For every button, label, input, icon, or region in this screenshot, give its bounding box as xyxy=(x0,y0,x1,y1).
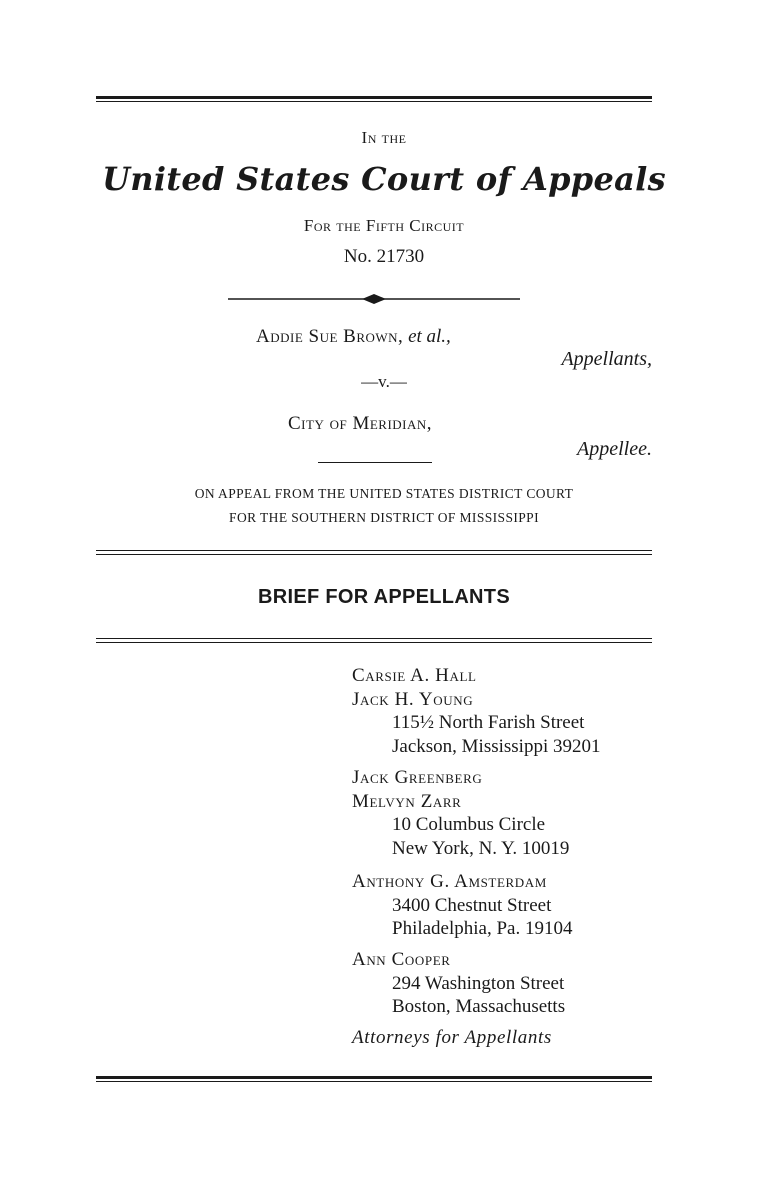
attorney-address-line: 294 Washington Street xyxy=(392,972,565,994)
rule-above-title xyxy=(96,550,652,555)
attorney-name: Carsie A. Hall xyxy=(352,665,477,686)
attorney-block-4 xyxy=(352,948,565,1019)
appellant-role: Appellants, xyxy=(561,348,652,370)
appeal-line-1: ON APPEAL FROM THE UNITED STATES DISTRICT COURT xyxy=(194,486,574,501)
attorney-block-1 xyxy=(352,664,601,758)
short-divider xyxy=(318,462,432,463)
versus-label: —v.— xyxy=(361,372,407,391)
attorney-address-line: 3400 Chestnut Street xyxy=(392,894,552,916)
attorney-name: Jack H. Young xyxy=(352,688,474,710)
attorney-block-2 xyxy=(352,766,569,860)
attorney-address-line: New York, N. Y. 10019 xyxy=(392,837,570,859)
appellant-etal: et al., xyxy=(408,326,451,347)
attorneys-for-label: Attorneys for Appellants xyxy=(352,1027,552,1048)
attorney-address-line: Boston, Massachusetts xyxy=(392,996,566,1017)
appeal-line-2: FOR THE SOUTHERN DISTRICT OF MISSISSIPPI xyxy=(229,510,539,525)
attorney-name: Ann Cooper xyxy=(352,949,451,970)
attorney-name: Anthony G. Amsterdam xyxy=(352,871,547,892)
in-the-label: In the xyxy=(361,128,407,147)
attorney-block-3 xyxy=(352,870,572,941)
attorney-name: Jack Greenberg xyxy=(352,767,483,788)
appellee-role: Appellee. xyxy=(577,438,652,460)
rule-below-title xyxy=(96,638,652,643)
attorney-address-line: Philadelphia, Pa. 19104 xyxy=(392,918,573,939)
brief-title: BRIEF FOR APPELLANTS xyxy=(258,586,510,608)
attorney-address-line: Jackson, Mississippi 39201 xyxy=(392,735,601,757)
court-name: United States Court of Appeals xyxy=(102,160,666,198)
bottom-rule xyxy=(96,1076,652,1082)
appellant-name: Addie Sue Brown, xyxy=(256,326,404,347)
ornament-divider xyxy=(228,292,520,306)
appellant-party xyxy=(256,326,451,348)
case-number: No. 21730 xyxy=(343,246,425,267)
circuit-label: For the Fifth Circuit xyxy=(303,216,465,235)
attorney-address-line: 115½ North Farish Street xyxy=(392,712,585,733)
attorney-address-line: 10 Columbus Circle xyxy=(392,814,546,835)
attorney-name: Melvyn Zarr xyxy=(352,790,462,812)
top-rule xyxy=(96,96,652,102)
appellee-party: City of Meridian, xyxy=(288,413,433,434)
